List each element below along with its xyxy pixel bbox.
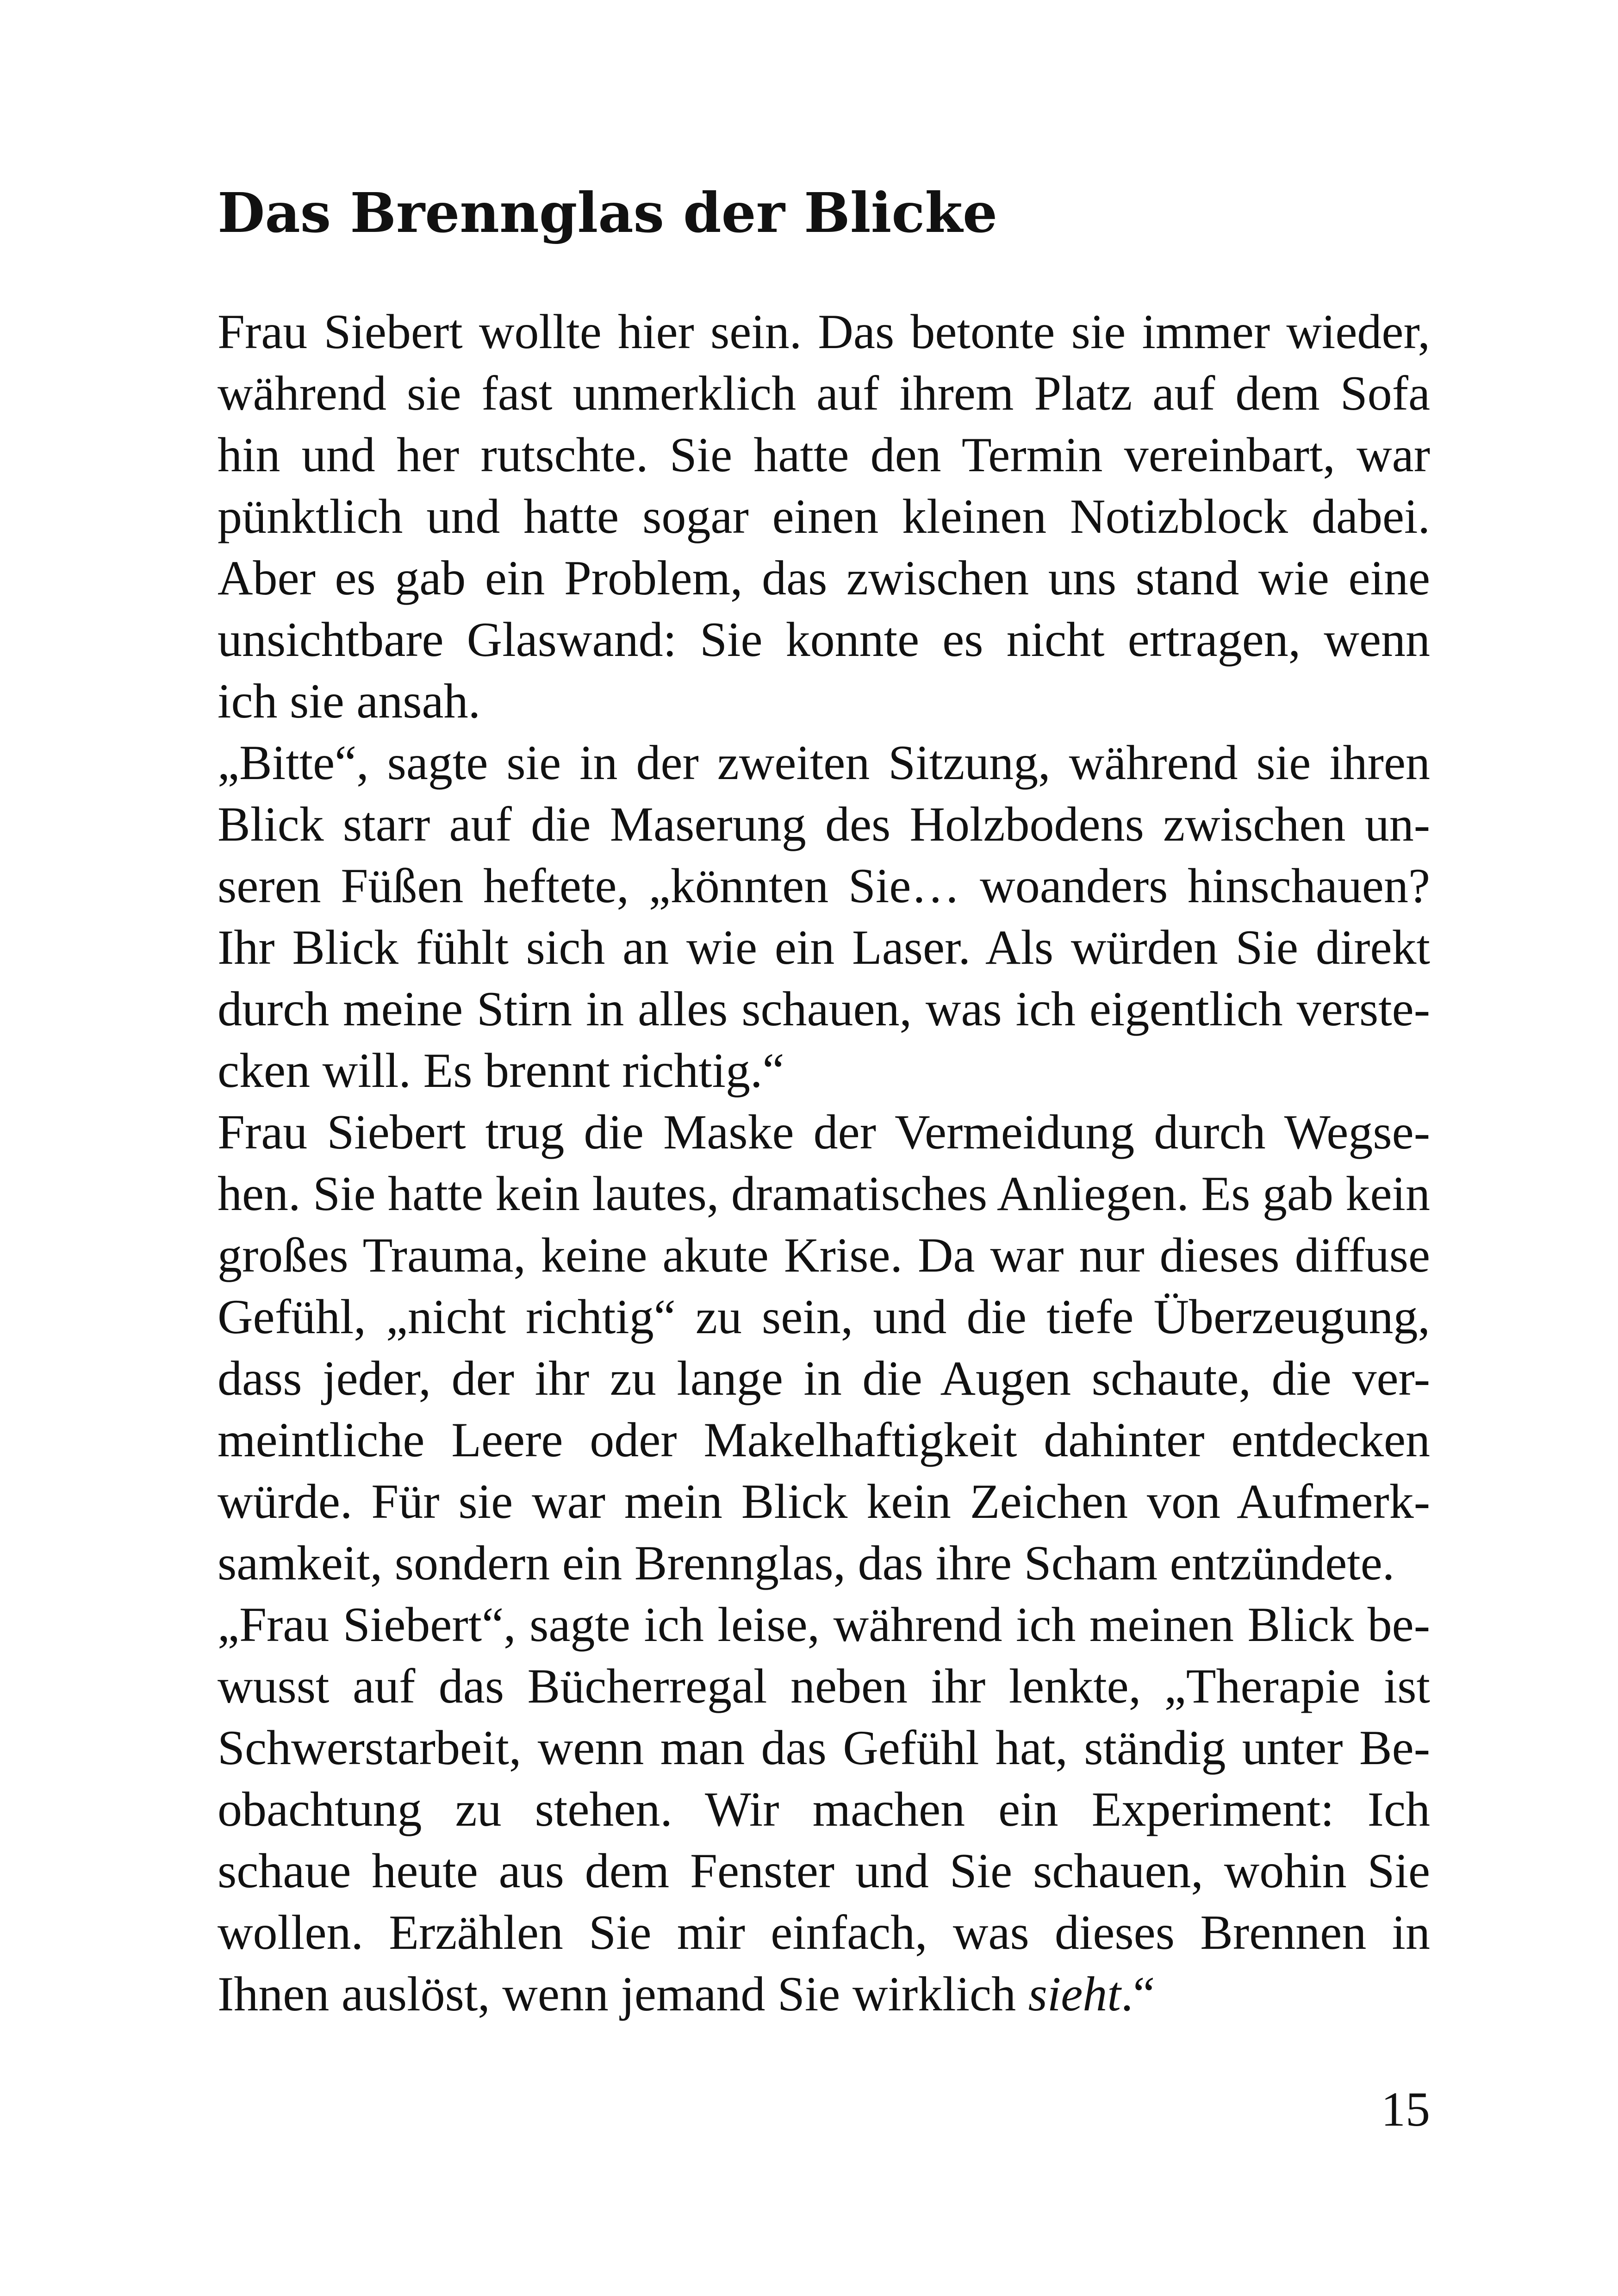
text-line: meintliche Leere oder Makelhaftigkeit dahinter entdecken (218, 1413, 1430, 1467)
body-text (218, 301, 1430, 2025)
emphasis-word: sieht (1028, 1967, 1121, 2021)
text-line: während sie fast unmerklich auf ihrem Platz auf dem Sofa (218, 366, 1430, 420)
text-line: Frau Siebert trug die Maske der Vermeidung durch Wegse- (218, 1105, 1430, 1159)
text-line: unsichtbare Glaswand: Sie konnte es nicht ertragen, wenn (218, 612, 1430, 667)
chapter-title: Das Brennglas der Blicke (218, 181, 998, 245)
text-line: wusst auf das Bücherregal neben ihr lenkte, „Therapie ist (218, 1659, 1430, 1713)
text-line: hin und her rutschte. Sie hatte den Termin vereinbart, war (218, 428, 1430, 482)
text-line: Frau Siebert wollte hier sein. Das betonte sie immer wieder, (218, 305, 1430, 359)
text-line: durch meine Stirn in alles schauen, was ich eigentlich verste- (218, 982, 1430, 1036)
text-line: schaue heute aus dem Fenster und Sie schauen, wohin Sie (218, 1844, 1430, 1898)
text-line: großes Trauma, keine akute Krise. Da war nur dieses diffuse (218, 1228, 1430, 1282)
final-line-end: .“ (1120, 1967, 1155, 2021)
text-line: dass jeder, der ihr zu lange in die Augen schaute, die ver- (218, 1351, 1430, 1405)
text-line: cken will. Es brennt richtig.“ (218, 1043, 784, 1098)
text-line: samkeit, sondern ein Brennglas, das ihre Scham entzündete. (218, 1536, 1395, 1590)
text-line: „Frau Siebert“, sagte ich leise, während ich meinen Blick be- (218, 1597, 1430, 1652)
final-line-start: Ihnen auslöst, wenn jemand Sie wirklich (218, 1967, 1028, 2021)
text-line-final (218, 1963, 1430, 2025)
text-line: Blick starr auf die Maserung des Holzbodens zwischen un- (218, 797, 1430, 851)
text-line: würde. Für sie war mein Blick kein Zeichen von Aufmerk- (218, 1474, 1430, 1529)
text-line: hen. Sie hatte kein lautes, dramatisches Anliegen. Es gab kein (218, 1167, 1430, 1221)
text-line: Aber es gab ein Problem, das zwischen uns stand wie eine (218, 551, 1430, 605)
page-number: 15 (1381, 2082, 1430, 2136)
text-line: pünktlich und hatte sogar einen kleinen Notizblock dabei. (218, 489, 1430, 543)
text-line: Gefühl, „nicht richtig“ zu sein, und die tiefe Überzeugung, (218, 1290, 1430, 1344)
text-line: Ihr Blick fühlt sich an wie ein Laser. Als würden Sie direkt (218, 920, 1430, 974)
text-line: „Bitte“, sagte sie in der zweiten Sitzung, während sie ihren (218, 736, 1430, 790)
text-line: wollen. Erzählen Sie mir einfach, was dieses Brennen in (218, 1905, 1430, 1959)
text-line: obachtung zu stehen. Wir machen ein Experiment: Ich (218, 1782, 1430, 1836)
text-line: Schwerstarbeit, wenn man das Gefühl hat, ständig unter Be- (218, 1721, 1430, 1775)
text-line: ich sie ansah. (218, 674, 481, 728)
text-line: seren Füßen heftete, „könnten Sie… woanders hinschauen? (218, 859, 1430, 913)
